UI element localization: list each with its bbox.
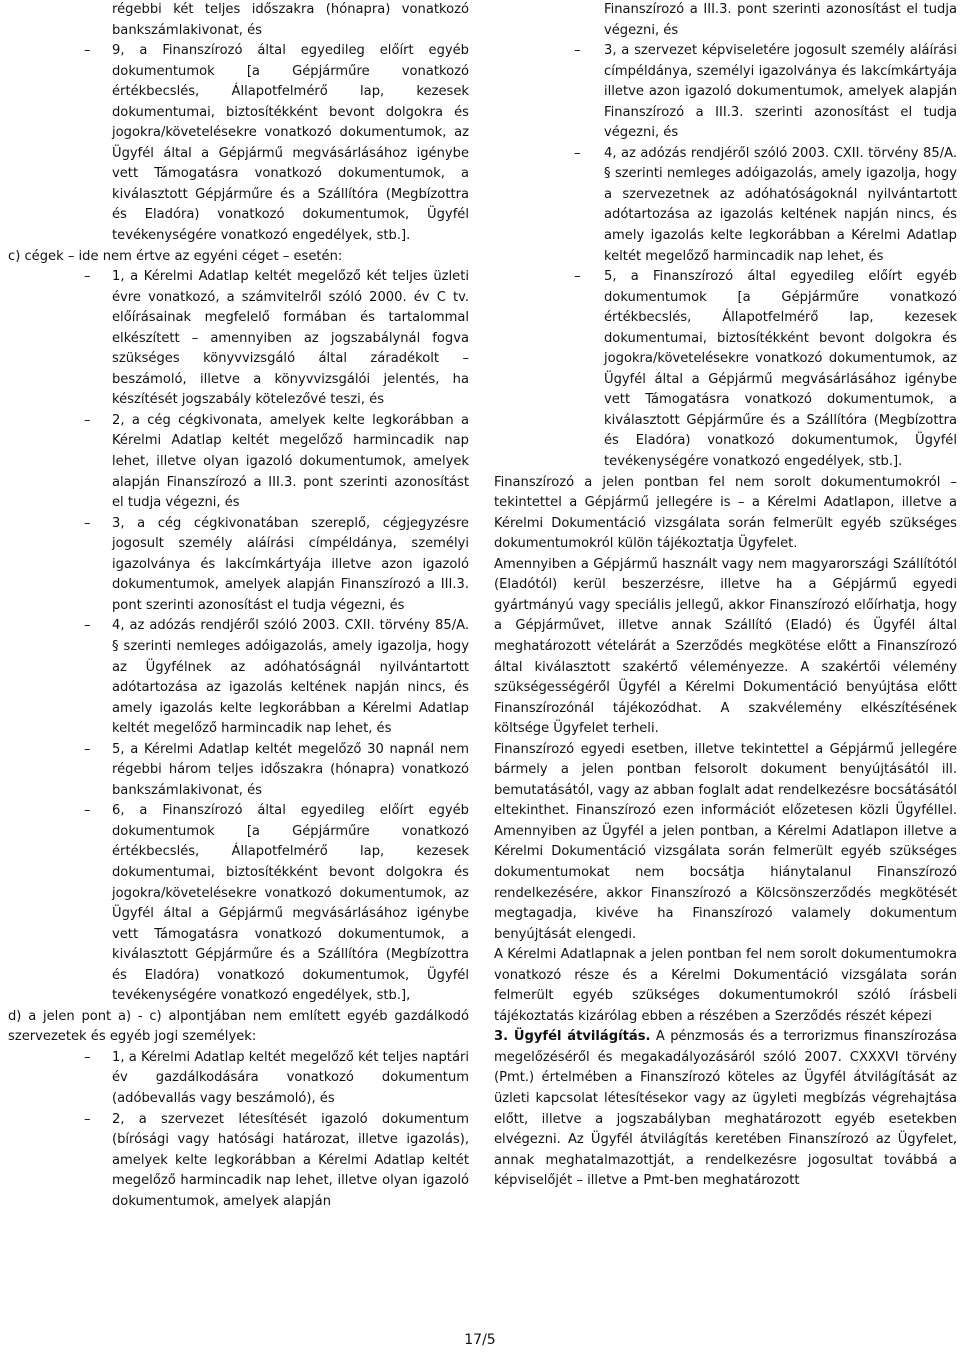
- left-column: [8, 0, 469, 1212]
- dash-bullet: –: [574, 145, 581, 161]
- paragraph: A Kérelmi Adatlapnak a jelen pontban fel nem sorolt dokumentumokra vonatkozó része és a Kérelmi Dokumentáció vizsgálata során felmerült egyéb szükséges dokumentumokról szóló írásbeli tájékoztatás kizárólag ebben a részében a Szerződés részét képezi: [494, 947, 957, 1024]
- right-column: [494, 0, 957, 1192]
- dash-bullet: –: [574, 269, 581, 285]
- dash-bullet: –: [84, 269, 91, 285]
- dash-bullet: –: [84, 412, 91, 428]
- list-item: [8, 1048, 469, 1110]
- list-item: [494, 267, 957, 472]
- list-item-text: 4, az adózás rendjéről szóló 2003. CXII. törvény 85/A. § szerinti nemleges adóigazolás, amely igazolja, hogy a szervezetnek az adóhatóságoknál nyilvántartott adótartozása az igazolás keltének napján nincs, és amely igazolás kelte legkorábban a Kérelmi Adatlap keltét megelőző harmincadik nap lehet, és: [604, 145, 957, 264]
- paragraph: Finanszírozó egyedi esetben, illetve tekintettel a Gépjármű jellegére bármely a jelen pontban felsorolt dokument benyújtásától ill. bemutatásától, vagy az abban foglalt adat rendelkezésre bocsátásától eltekinthet. Finanszírozó ezen információt előzetesen közli Ügyféllel. Amennyiben az Ügyfél a jelen pontban, a Kérelmi Adatlapon illetve a Kérelmi Dokumentáció vizsgálata során felmerült egyéb szükséges dokumentumokat nem bocsátja hiánytalanul Finanszírozó rendelkezésére, akkor Finanszírozó a Kölcsönszerződés megkötését megtagadja, kivéve ha Finanszírozó valamely dokumentum benyújtását elengedi.: [494, 741, 957, 942]
- list-item-text: 5, a Kérelmi Adatlap keltét megelőző 30 napnál nem régebbi három teljes időszakra (hónapra) vonatkozó bankszámlakivonat, és: [112, 741, 469, 798]
- list-item-text: 5, a Finanszírozó által egyedileg előírt egyéb dokumentumok [a Gépjárműre vonatkozó értékbecslés, Állapotfelmérő lap, kezesek dokumentumai, biztosítékként bevont dolgokra és jogokra/követelésekre vonatkozó dokumentumok, az Ügyfél által a Gépjármű megvásárlásához igénybe vett Támogatásra vonatkozó dokumentumok, a kiválasztott Gépjárműre és a Szállítóra (Megbízottra és Eladóra) vonatkozó dokumentumok, Ügyfél tevékenységére vonatkozó engedélyek, stb.].: [604, 269, 957, 470]
- dash-bullet: –: [84, 515, 91, 531]
- list-item: [8, 41, 469, 246]
- list-item: [8, 411, 469, 514]
- dash-bullet: –: [84, 43, 91, 59]
- dash-bullet: –: [84, 1111, 91, 1127]
- paragraph: Finanszírozó a jelen pontban fel nem sorolt dokumentumokról – tekintettel a Gépjármű jellegére is – a Kérelmi Adatlapon, illetve a Kérelmi Dokumentáció vizsgálata során felmerült egyéb szükséges dokumentumokról külön tájékoztatja Ügyfelet.: [494, 474, 957, 552]
- section-body: A pénzmosás és a terrorizmus finanszírozása megelőzéséről és megakadályozásáról szóló 2007. CXXXVI törvény (Pmt.) értelmében a Finanszírozó köteles az Ügyfél átvilágítását az üzleti kapcsolat létesítésekor vagy az ügyleti megbízás végrehajtása előtt, illetve a jogszabályban meghatározott egyéb esetekben elvégezni. Az Ügyfél átvilágítás keretében Finanszírozó az Ügyfelet, annak meghatalmazottját, a rendelkezésre jogosultat továbbá a képviselőjét – illetve a Pmt-ben meghatározott: [494, 1029, 957, 1189]
- list-item: [8, 740, 469, 802]
- list-item: [8, 267, 469, 411]
- list-item-text: 9, a Finanszírozó által egyedileg előírt egyéb dokumentumok [a Gépjárműre vonatkozó értékbecslés, Állapotfelmérő lap, kezesek dokumentumai, biztosítékként bevont dolgokra és jogokra/követelésekre vonatkozó dokumentumok, az Ügyfél által a Gépjármű megvásárlásához igénybe vett Támogatásra vonatkozó dokumentumok, a kiválasztott Gépjárműre és a Szállítóra (Megbízottra és Eladóra) vonatkozó dokumentumok, Ügyfél tevékenységére vonatkozó engedélyek, stb.].: [112, 43, 469, 244]
- list-item-text: 1, a Kérelmi Adatlap keltét megelőző két teljes naptári év gazdálkodására vonatkozó dokumentum (adóbevallás vagy beszámoló), és: [112, 1049, 469, 1106]
- dash-bullet: –: [84, 741, 91, 757]
- dash-bullet: –: [84, 618, 91, 634]
- dash-bullet: –: [84, 803, 91, 819]
- list-item-text: 3, a cég cégkivonatában szereplő, cégjegyzésre jogosult személy aláírási címpéldánya, személyi igazolványa és lakcímkártyája illetve azon igazoló dokumentumok, amelyek alapján Finanszírozó a III.3. pont szerinti azonosítást el tudja végezni, és: [112, 515, 469, 613]
- section-title: 3. Ügyfél átvilágítás.: [494, 1029, 651, 1045]
- list-item-text: 2, a szervezet létesítését igazoló dokumentum (bírósági vagy hatósági határozat, illetve igazolás), amelyek kelte legkorábban a Kérelmi Adatlap keltét megelőző harmincadik nap lehet, illetve olyan igazoló dokumentumok, amelyek alapján: [112, 1111, 469, 1209]
- section-d-heading: d) a jelen pont a) - c) alpontjában nem említett egyéb gazdálkodó szervezetek és egyéb jogi személyek:: [8, 1008, 469, 1045]
- section-paragraph: [494, 1027, 957, 1191]
- paragraph: Amennyiben a Gépjármű használt vagy nem magyarországi Szállítótól (Eladótól) kerül beszerzésre, illetve ha a Gépjármű egyedi gyártmányú vagy speciális jellegű, akkor Finanszírozó előírhatja, hogy a Gépjárművet, illetve annak Szállító (Eladó) és Ügyfél által meghatározott vételárát a Szerződés megkötése előtt a Finanszírozó által kiválasztott szakértő véleményezze. A szakértői vélemény szükségességéről Ügyfél a Kérelmi Dokumentáció benyújtása előtt Finanszírozónál tájékozódhat. A szakvélemény elkészítésének költsége Ügyfelet terheli.: [494, 556, 957, 737]
- section-c-heading: c) cégek – ide nem értve az egyéni céget – esetén:: [8, 248, 343, 264]
- list-item: [8, 616, 469, 739]
- page-number: 17/5: [464, 1332, 496, 1348]
- dash-bullet: –: [574, 43, 581, 59]
- list-item: [494, 41, 957, 144]
- list-item: [8, 514, 469, 617]
- list-item-text: 4, az adózás rendjéről szóló 2003. CXII. törvény 85/A. § szerinti nemleges adóigazolás, amely igazolja, hogy az Ügyfélnek az adóhatóságnál nyilvántartott adótartozása az igazolás keltének napján nincs, és amely igazolás kelte legkorábban a Kérelmi Adatlap keltét megelőző harmincadik nap lehet, és: [112, 618, 469, 737]
- list-item-text: 3, a szervezet képviseletére jogosult személy aláírási címpéldánya, személyi igazolványa és lakcímkártyája illetve azon igazoló dokumentumok, amelyek alapján Finanszírozó a III.3. szerinti azonosítást el tudja végezni, és: [604, 43, 957, 141]
- continuation-text: régebbi két teljes időszakra (hónapra) vonatkozó bankszámlakivonat, és: [112, 2, 469, 38]
- list-item-text: 6, a Finanszírozó által egyedileg előírt egyéb dokumentumok [a Gépjárműre vonatkozó értékbecslés, Állapotfelmérő lap, kezesek dokumentumai, biztosítékként bevont dolgokra és jogokra/követelésekre vonatkozó dokumentumok, az Ügyfél által a Gépjármű megvásárlásához igénybe vett Támogatásra vonatkozó dokumentumok, a kiválasztott Gépjárműre és a Szállítóra (Megbízottra és Eladóra) vonatkozó dokumentumok, Ügyfél tevékenységére vonatkozó engedélyek, stb.],: [112, 803, 469, 1004]
- continuation-text: Finanszírozó a III.3. pont szerinti azonosítást el tudja végezni, és: [604, 2, 957, 38]
- dash-bullet: –: [84, 1049, 91, 1065]
- list-item-text: 2, a cég cégkivonata, amelyek kelte legkorábban a Kérelmi Adatlap keltét megelőző harmincadik nap lehet, illetve olyan igazoló dokumentumok, amelyek alapján Finanszírozó a III.3. pont szerinti azonosítást el tudja végezni, és: [112, 412, 469, 511]
- list-item-text: 1, a Kérelmi Adatlap keltét megelőző két teljes üzleti évre vonatkozó, a számvitelről szóló 2000. év C tv. előírásainak megfelelő formában és tartalommal elkészített – amennyiben az jogszabálynál fogva szükséges könyvvizsgáló által záradékolt – beszámoló, illetve a könyvvizsgálói jelentés, ha készítését jogszabály kötelezővé teszi, és: [112, 269, 469, 408]
- list-item: [8, 801, 469, 1006]
- list-item: [494, 144, 957, 267]
- list-item: [8, 1110, 469, 1213]
